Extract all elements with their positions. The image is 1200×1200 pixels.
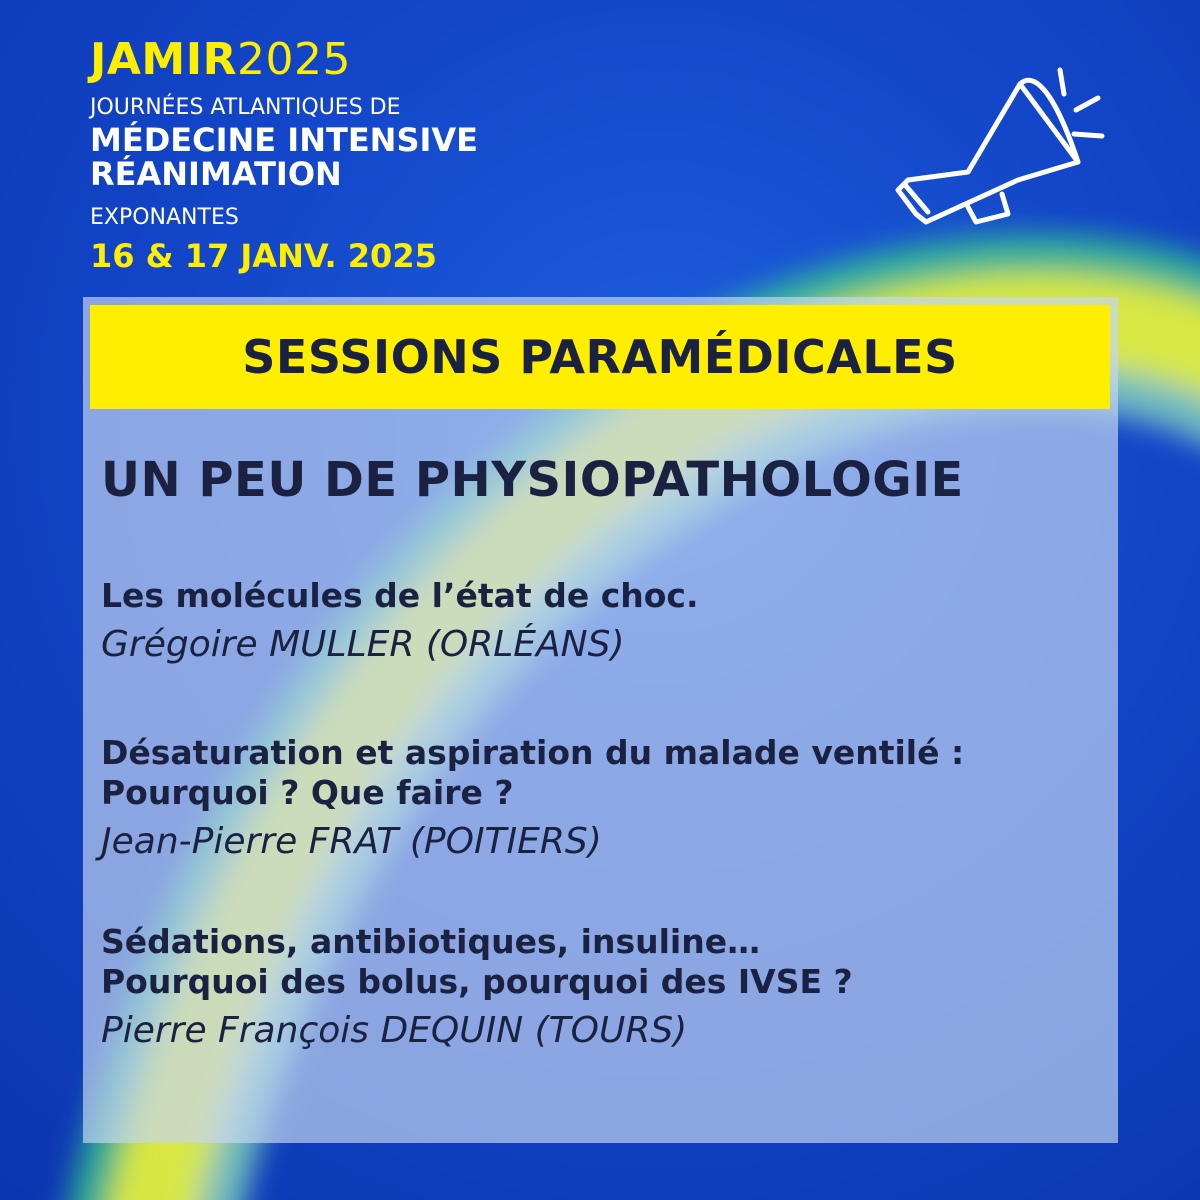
talk-item xyxy=(101,922,1101,1054)
event-name: JAMIR xyxy=(90,34,237,85)
event-year: 2025 xyxy=(236,34,351,85)
event-subtitle-line2: MÉDECINE INTENSIVE xyxy=(90,121,479,159)
talk-title-continued: Pourquoi des bolus, pourquoi des IVSE ? xyxy=(101,962,853,1001)
megaphone-icon xyxy=(888,62,1118,232)
event-dates: 16 & 17 JANV. 2025 xyxy=(90,237,437,275)
section-banner xyxy=(90,305,1110,409)
talk-speaker: Grégoire MULLER (ORLÉANS) xyxy=(101,624,625,665)
event-subtitle-line1: JOURNÉES ATLANTIQUES DE xyxy=(90,95,401,120)
event-venue: EXPONANTES xyxy=(90,205,239,230)
talk-item xyxy=(101,576,1101,668)
event-logo xyxy=(90,32,351,88)
talk-speaker: Pierre François DEQUIN (TOURS) xyxy=(101,1010,688,1051)
talk-title-continued: Pourquoi ? Que faire ? xyxy=(101,773,514,812)
talk-title: Les molécules de l’état de choc. xyxy=(101,576,699,615)
session-title: UN PEU DE PHYSIOPATHOLOGIE xyxy=(101,452,964,508)
talk-title: Sédations, antibiotiques, insuline… xyxy=(101,922,761,961)
talk-speaker: Jean-Pierre FRAT (POITIERS) xyxy=(101,821,602,862)
talk-title: Désaturation et aspiration du malade ventilé : xyxy=(101,733,965,772)
event-subtitle-line3: RÉANIMATION xyxy=(90,155,342,193)
section-label: SESSIONS PARAMÉDICALES xyxy=(242,330,958,384)
talk-item xyxy=(101,733,1101,865)
